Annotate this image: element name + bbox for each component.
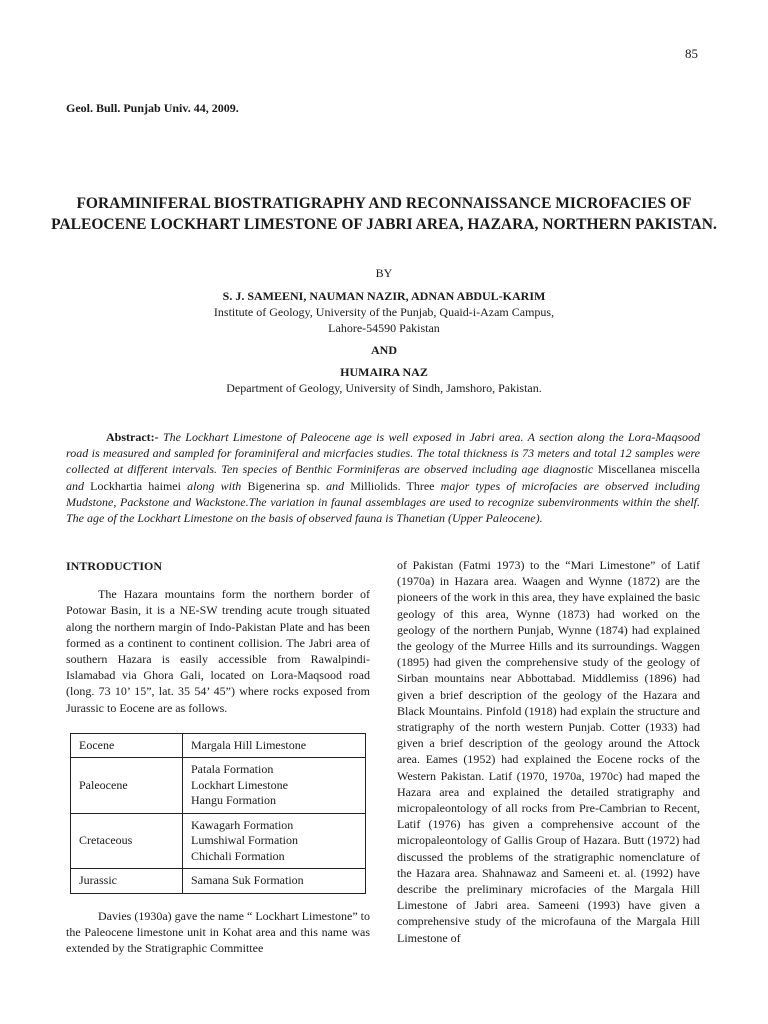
and-separator: AND	[371, 343, 397, 357]
authors-group-1: S. J. SAMEENI, NAUMAN NAZIR, ADNAN ABDUL-KARIM	[222, 289, 546, 303]
formation-name: Hangu Formation	[191, 793, 276, 808]
abstract-text: The Lockhart Limestone of Paleocene age is well exposed in Jabri area. A section along the Lora-Maqsood road is measured and sampled for foraminiferal and micrfacies studies. The total thickness is 73 meters and total 12 samples were collected at different intervals. Ten species of Benthic Forminiferas are observed including age diagnostic	[66, 430, 700, 477]
right-column-paragraph: of Pakistan (Fatmi 1973) to the “Mari Limestone” of Latif (1970a) in Hazara area. Waagen and Wynne (1872) are the pioneers of the work in this area, they have explained the basic geology of this area, Wynne (1873) had worked on the geology of the northern Punjab, Wynne (1874) had explained the geology of the Murree Hills and its surroundings. Waggen (1895) had given the comprehensive study of the geology of Sirban mountains near Abbottabad. Middlemiss (1896) had given a brief description of the geology of the Hazara and Black Mountains. Pinfold (1918) had explain the structure and stratigraphy of the north western Punjab. Cotter (1933) had given a brief description of the geology around the Attock area. Eames (1952) had explained the Eocene rocks of the Western Pakistan. Latif (1970, 1970a, 1970c) had maped the Hazara area and explained the detailed stratigraphy and micropaleontology of all rocks from Pre-Cambrian to Recent, Latif (1976) has given a comprehensive account of the micropaleontology of Gallis Group of Hazara. Butt (1972) had discussed the problems of the stratigraphic nomenclature of the Hazara area. Shahnawaz and Sameeni et. al. (1992) have describe the preliminary microfacies of the Margala Hill Limestone of Jabri area. Sameeni (1993) have given a comprehensive study of the microfauna of the Margala Hill Limestone of	[397, 558, 700, 945]
formations-cell	[183, 869, 366, 894]
formation-name: Lockhart Limestone	[191, 777, 288, 792]
table-row	[71, 869, 366, 894]
abstract-text: along with	[180, 478, 248, 493]
formation-name: Kawagarh Formation	[191, 817, 294, 832]
species-name: Milliolids. Three	[350, 478, 435, 493]
abstract-text: and	[66, 478, 91, 493]
era-cell: Eocene	[71, 733, 183, 758]
paper-title: FORAMINIFERAL BIOSTRATIGRAPHY AND RECONNAISSANCE MICROFACIES OF PALEOCENE LOCKHART LIMESTONE OF JABRI AREA, HAZARA, NORTHERN PAKISTAN.	[51, 195, 717, 233]
era-cell: Paleocene	[71, 758, 183, 814]
abstract	[66, 429, 700, 526]
abstract-label: Abstract:-	[106, 430, 159, 444]
abstract-text: major types of microfacies are observed including Mudstone, Packstone and Wackstone.The variation in faunal assemblages are used to recognize subenvironments within the shelf. The age of the Lockhart Limestone on the basis of observed fauna is Thanetian (Upper Paleocene).	[66, 478, 700, 526]
stratigraphy-table	[70, 733, 366, 894]
journal-reference: Geol. Bull. Punjab Univ. 44, 2009.	[66, 101, 239, 115]
table-row	[71, 758, 366, 814]
formations-cell	[183, 733, 366, 758]
right-column	[397, 557, 700, 946]
era-cell: Jurassic	[71, 869, 183, 894]
introduction-heading: INTRODUCTION	[66, 559, 163, 573]
formation-name: Lumshiwal Formation	[191, 833, 298, 848]
formations-cell	[183, 813, 366, 869]
page-number: 85	[685, 46, 698, 61]
intro-paragraph-1: The Hazara mountains form the northern border of Potowar Basin, it is a NE-SW trending acute trough situated along the northern margin of Indo-Pakistan Plate and has been formed as a continent to continent collision. The Jabri area of southern Hazara is easily accessible from Rawalpindi-Islamabad via Ghora Gali, located on Lora-Maqsood road (long. 73 10’ 15”, lat. 35 54’ 45”) where rocks exposed from Jurassic to Eocene are as follows.	[66, 587, 370, 715]
formation-name: Samana Suk Formation	[191, 873, 304, 888]
affiliation-1-line-2: Lahore-54590 Pakistan	[328, 321, 440, 335]
intro-paragraph-2: Davies (1930a) gave the name “ Lockhart Limestone” to the Paleocene limestone unit in Kohat area and this name was extended by the Stratigraphic Committee	[66, 908, 370, 956]
formations-cell	[183, 758, 366, 814]
species-name: Bigenerina sp.	[247, 478, 320, 493]
table-row	[71, 813, 366, 869]
formation-name: Chichali Formation	[191, 848, 285, 863]
formation-name: Margala Hill Limestone	[191, 737, 307, 752]
by-line: BY	[375, 266, 393, 280]
era-cell: Cretaceous	[71, 813, 183, 869]
formation-name: Patala Formation	[191, 762, 274, 777]
species-name: Miscellanea miscella	[597, 462, 700, 477]
table-row	[71, 733, 366, 758]
abstract-text: and	[319, 478, 351, 493]
authors-group-2: HUMAIRA NAZ	[340, 365, 428, 379]
affiliation-1-line-1: Institute of Geology, University of the Punjab, Quaid-i-Azam Campus,	[213, 305, 555, 319]
species-name: Lockhartia haimei	[90, 478, 181, 493]
left-column	[66, 558, 370, 956]
affiliation-2: Department of Geology, University of Sindh, Jamshoro, Pakistan.	[226, 381, 542, 395]
